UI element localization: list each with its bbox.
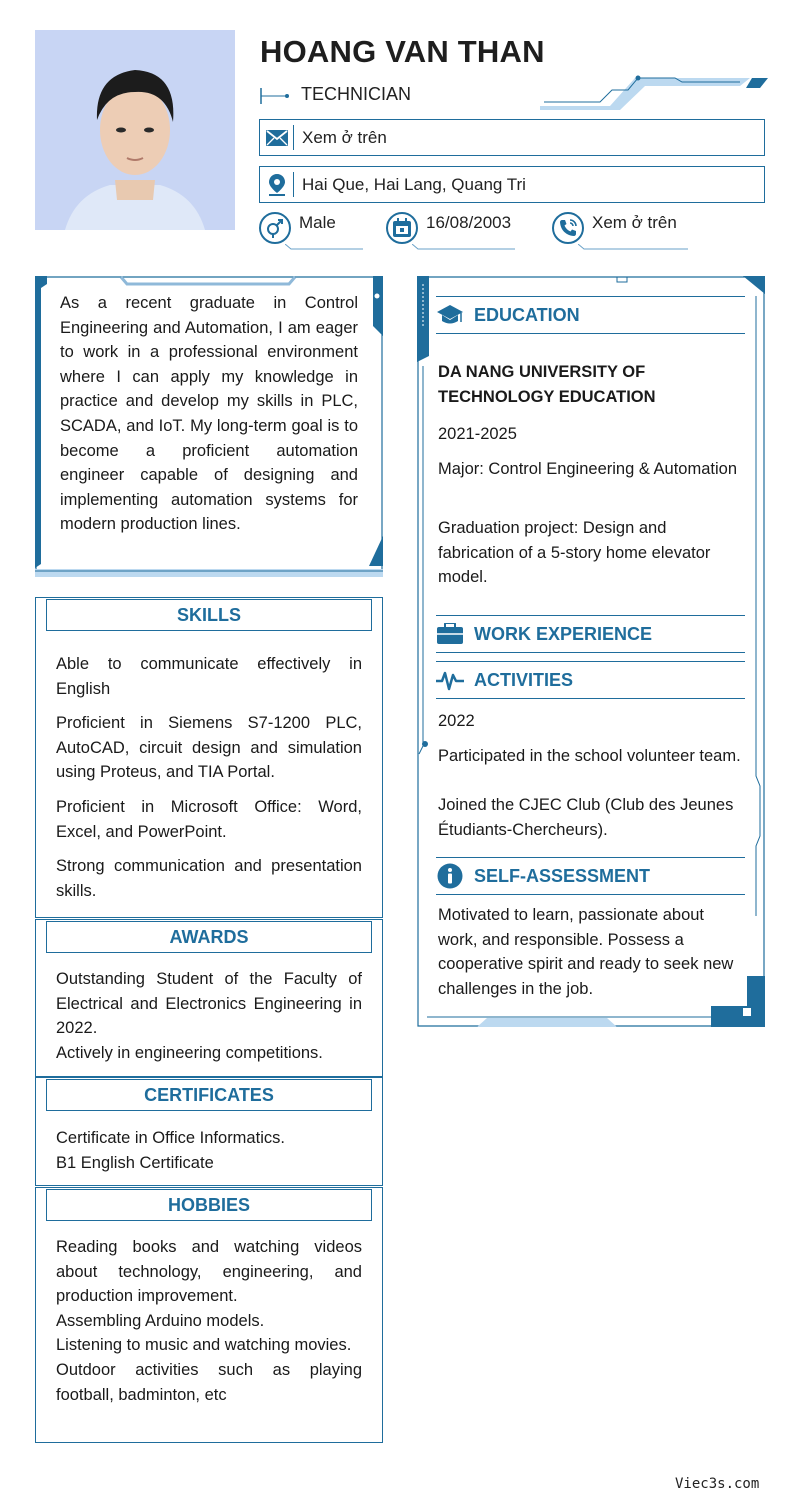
activities-item: Joined the CJEC Club (Club des Jeunes Étudiants-Chercheurs). <box>438 796 734 839</box>
skill-item: Proficient in Siemens S7-1200 PLC, AutoCAD, circuit design and simulation using Proteus, and TIA Portal. <box>56 714 362 782</box>
hobby-item: Listening to music and watching movies. <box>56 1336 352 1355</box>
mail-icon <box>260 125 294 150</box>
education-years: 2021-2025 <box>438 425 517 443</box>
career-summary: As a recent graduate in Control Engineering and Automation, I am eager to work in a professional environment where I can apply my knowledge in practice and develop my skills in PLC, SCADA, and IoT. My long-term goal is to become a proficient automation engineer capable of designing and implementing automation systems for modern production lines. <box>60 294 358 534</box>
hobby-item: Assembling Arduino models. <box>56 1311 265 1330</box>
hobbies-section <box>35 1187 383 1443</box>
hobby-item: Reading books and watching videos about technology, engineering, and production improvement. <box>56 1238 362 1306</box>
education-major: Major: Control Engineering & Automation <box>438 460 737 478</box>
title-line-icon <box>260 86 290 106</box>
certificates-list <box>56 1126 362 1175</box>
email-value: Xem ở trên <box>302 127 387 147</box>
certificate-item: Certificate in Office Informatics. <box>56 1129 285 1147</box>
skill-item: Strong communication and presentation skills. <box>56 857 362 900</box>
address-field <box>259 166 765 203</box>
self-assessment-heading: SELF-ASSESSMENT <box>436 857 745 895</box>
certificates-section <box>35 1077 383 1186</box>
hobbies-heading: HOBBIES <box>46 1189 372 1221</box>
skill-item: Able to communicate effectively in English <box>56 655 362 698</box>
skills-heading: SKILLS <box>46 599 372 631</box>
email-field <box>259 119 765 156</box>
education-school: DA NANG UNIVERSITY OF TECHNOLOGY EDUCATION <box>438 363 656 406</box>
profile-photo <box>35 30 235 230</box>
phone-value: Xem ở trên <box>592 213 677 232</box>
birthdate-field <box>386 208 526 252</box>
phone-icon <box>552 212 584 244</box>
awards-section <box>35 919 383 1077</box>
pulse-icon <box>436 666 464 694</box>
education-project: Graduation project: Design and fabrication of a 5-story home elevator model. <box>438 519 711 587</box>
activities-year: 2022 <box>438 712 475 730</box>
work-experience-heading: WORK EXPERIENCE <box>436 615 745 653</box>
activities-heading: ACTIVITIES <box>436 661 745 699</box>
gender-value: Male <box>299 213 336 232</box>
awards-heading: AWARDS <box>46 921 372 953</box>
candidate-name: HOANG VAN THAN <box>260 34 545 69</box>
gender-icon <box>259 212 291 244</box>
footer-brand: Viec3s.com <box>675 1476 760 1492</box>
hobbies-list <box>56 1235 362 1407</box>
calendar-icon <box>386 212 418 244</box>
location-icon <box>260 172 294 197</box>
info-icon <box>436 862 464 890</box>
address-value: Hai Que, Hai Lang, Quang Tri <box>302 174 526 194</box>
skills-section <box>35 597 383 918</box>
self-assessment-text: Motivated to learn, passionate about work, and responsible. Possess a cooperative spirit and ready to seek new challenges in the job. <box>438 906 734 998</box>
certificate-item: B1 English Certificate <box>56 1153 214 1172</box>
skill-item: Proficient in Microsoft Office: Word, Excel, and PowerPoint. <box>56 797 362 841</box>
awards-list <box>56 967 362 1065</box>
hobby-item: Outdoor activities such as playing football, badminton, etc <box>56 1360 362 1404</box>
education-heading: EDUCATION <box>436 296 745 334</box>
header-decoration <box>540 72 770 114</box>
briefcase-icon <box>436 620 464 648</box>
avatar <box>35 30 235 230</box>
job-title: TECHNICIAN <box>301 84 412 104</box>
birthdate-value: 16/08/2003 <box>426 213 512 232</box>
award-item: Actively in engineering competitions. <box>56 1043 323 1062</box>
skills-list <box>56 652 362 913</box>
award-item: Outstanding Student of the Faculty of Electrical and Electronics Engineering in 2022. <box>56 970 362 1038</box>
activities-item: Participated in the school volunteer team. <box>438 747 741 765</box>
gender-field <box>259 208 369 252</box>
phone-field <box>552 208 697 252</box>
graduation-cap-icon <box>436 301 464 329</box>
certificates-heading: CERTIFICATES <box>46 1079 372 1111</box>
